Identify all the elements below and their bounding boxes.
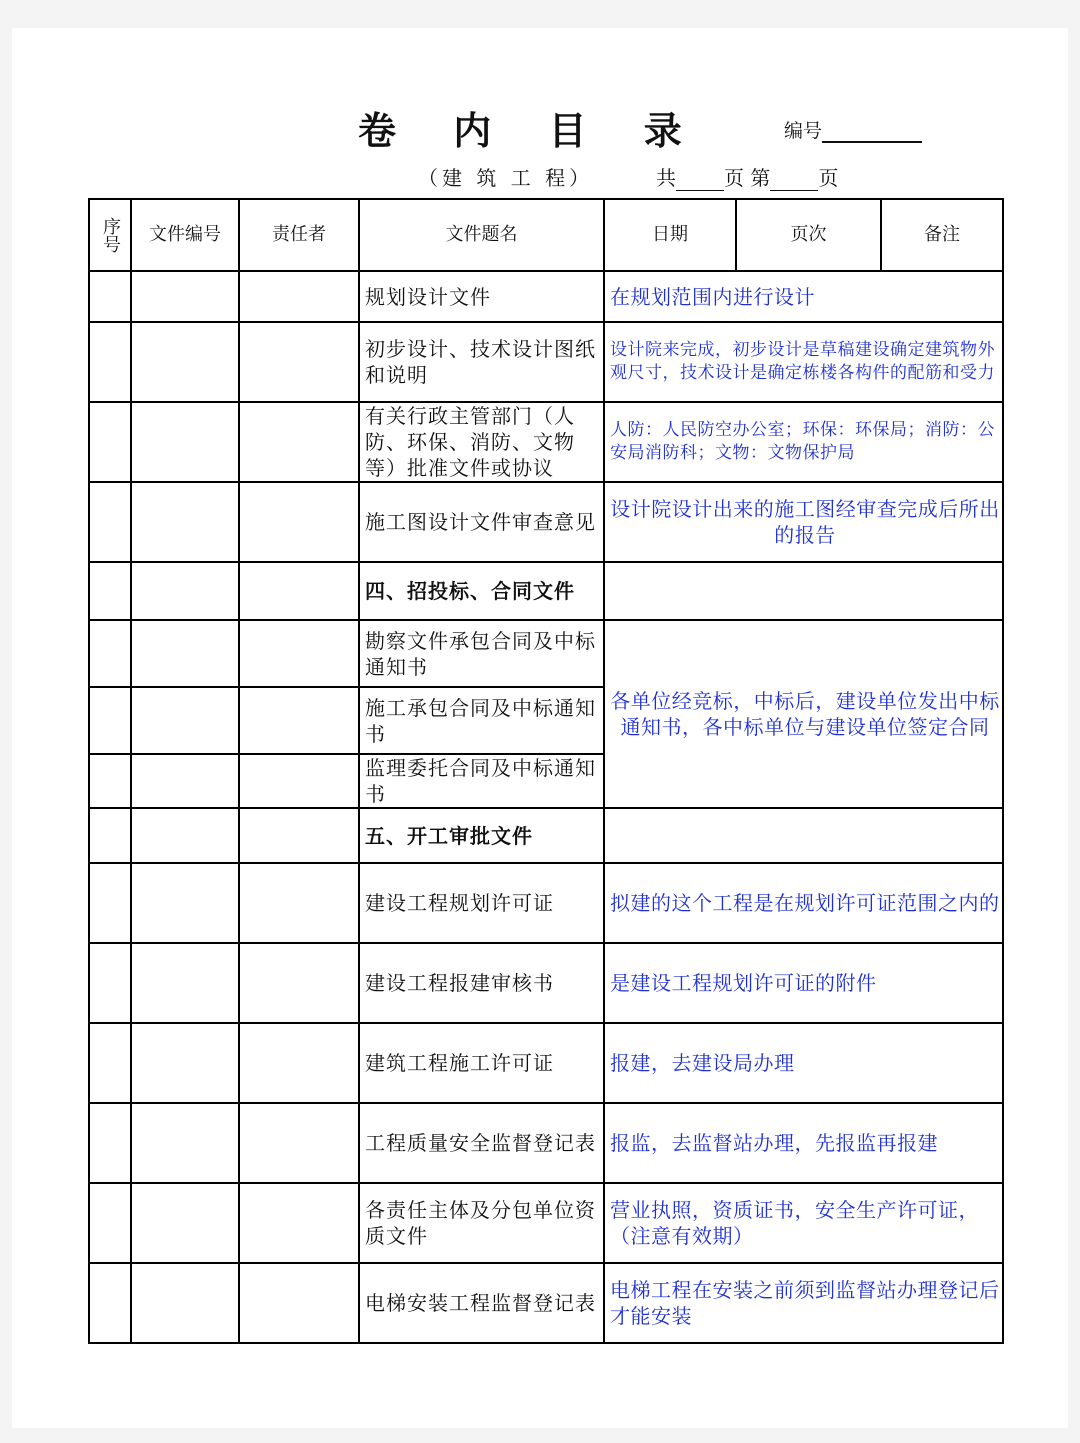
seq-cell[interactable] xyxy=(89,863,131,943)
table-row xyxy=(89,322,1003,402)
file-no-cell[interactable] xyxy=(131,863,239,943)
seq-cell[interactable] xyxy=(89,402,131,482)
owner-cell[interactable] xyxy=(239,754,359,808)
section-row xyxy=(89,808,1003,863)
note-cell: 在规划范围内进行设计 xyxy=(604,271,1003,322)
file-title-cell: 勘察文件承包合同及中标通知书 xyxy=(359,620,604,687)
note-cell: 报建，去建设局办理 xyxy=(604,1023,1003,1103)
col-owner: 责任者 xyxy=(239,199,359,271)
seq-cell[interactable] xyxy=(89,754,131,808)
current-page-field[interactable] xyxy=(770,170,818,191)
file-no-cell[interactable] xyxy=(131,620,239,687)
section-heading: 四、招投标、合同文件 xyxy=(359,562,604,620)
page-title: 卷 内 目 录 xyxy=(358,109,704,153)
owner-cell[interactable] xyxy=(239,620,359,687)
file-title-cell: 施工承包合同及中标通知书 xyxy=(359,687,604,754)
owner-cell[interactable] xyxy=(239,1183,359,1263)
seq-cell[interactable] xyxy=(89,943,131,1023)
owner-cell[interactable] xyxy=(239,863,359,943)
file-no-cell[interactable] xyxy=(131,943,239,1023)
col-file-no: 文件编号 xyxy=(131,199,239,271)
seq-cell[interactable] xyxy=(89,322,131,402)
owner-cell[interactable] xyxy=(239,482,359,562)
table-row xyxy=(89,482,1003,562)
owner-cell[interactable] xyxy=(239,808,359,863)
file-no-cell[interactable] xyxy=(131,482,239,562)
file-no-cell[interactable] xyxy=(131,1263,239,1343)
file-no-cell[interactable] xyxy=(131,562,239,620)
seq-cell[interactable] xyxy=(89,1103,131,1183)
file-title-cell: 监理委托合同及中标通知书 xyxy=(359,754,604,808)
table-row xyxy=(89,1263,1003,1343)
seq-cell[interactable] xyxy=(89,687,131,754)
note-cell: 报监，去监督站办理，先报监再报建 xyxy=(604,1103,1003,1183)
note-cell: 营业执照，资质证书，安全生产许可证，（注意有效期） xyxy=(604,1183,1003,1263)
table-row xyxy=(89,620,1003,687)
col-seq: 序号 xyxy=(89,199,131,271)
note-cell: 设计院设计出来的施工图经审查完成后所出的报告 xyxy=(604,482,1003,562)
seq-cell[interactable] xyxy=(89,562,131,620)
total-prefix: 共 xyxy=(656,166,676,190)
file-title-cell: 电梯安装工程监督登记表 xyxy=(359,1263,604,1343)
document-number-label: 编号 xyxy=(784,120,823,142)
file-no-cell[interactable] xyxy=(131,808,239,863)
file-no-cell[interactable] xyxy=(131,754,239,808)
total-pages-field[interactable] xyxy=(676,170,724,191)
file-title-cell: 建筑工程施工许可证 xyxy=(359,1023,604,1103)
document-number xyxy=(784,116,922,143)
note-cell: 是建设工程规划许可证的附件 xyxy=(604,943,1003,1023)
owner-cell[interactable] xyxy=(239,402,359,482)
note-cell xyxy=(604,808,1003,863)
seq-cell[interactable] xyxy=(89,482,131,562)
file-no-cell[interactable] xyxy=(131,322,239,402)
page-suffix: 页 xyxy=(818,166,839,190)
file-title-cell: 有关行政主管部门（人防、环保、消防、文物等）批准文件或协议 xyxy=(359,402,604,482)
file-title-cell: 施工图设计文件审查意见 xyxy=(359,482,604,562)
seq-cell[interactable] xyxy=(89,808,131,863)
owner-cell[interactable] xyxy=(239,562,359,620)
owner-cell[interactable] xyxy=(239,943,359,1023)
file-title-cell: 建设工程规划许可证 xyxy=(359,863,604,943)
col-page: 页次 xyxy=(736,199,881,271)
note-cell xyxy=(604,562,1003,620)
table-row xyxy=(89,863,1003,943)
file-no-cell[interactable] xyxy=(131,687,239,754)
file-title-cell: 各责任主体及分包单位资质文件 xyxy=(359,1183,604,1263)
note-cell: 电梯工程在安装之前须到监督站办理登记后才能安装 xyxy=(604,1263,1003,1343)
seq-cell[interactable] xyxy=(89,1023,131,1103)
section-heading: 五、开工审批文件 xyxy=(359,808,604,863)
col-date: 日期 xyxy=(604,199,736,271)
file-no-cell[interactable] xyxy=(131,1183,239,1263)
seq-cell[interactable] xyxy=(89,1263,131,1343)
col-remark: 备注 xyxy=(881,199,1003,271)
file-no-cell[interactable] xyxy=(131,1023,239,1103)
note-cell: 拟建的这个工程是在规划许可证范围之内的 xyxy=(604,863,1003,943)
note-cell: 设计院来完成，初步设计是草稿建设确定建筑物外观尺寸，技术设计是确定栋楼各构件的配筋和受力 xyxy=(604,322,1003,402)
file-title-cell: 工程质量安全监督登记表 xyxy=(359,1103,604,1183)
table-row xyxy=(89,271,1003,322)
file-title-cell: 规划设计文件 xyxy=(359,271,604,322)
table-row xyxy=(89,1023,1003,1103)
table-row xyxy=(89,1183,1003,1263)
file-no-cell[interactable] xyxy=(131,271,239,322)
file-title-cell: 建设工程报建审核书 xyxy=(359,943,604,1023)
seq-cell[interactable] xyxy=(89,271,131,322)
owner-cell[interactable] xyxy=(239,1263,359,1343)
owner-cell[interactable] xyxy=(239,271,359,322)
file-no-cell[interactable] xyxy=(131,402,239,482)
document-number-field[interactable] xyxy=(822,123,922,143)
owner-cell[interactable] xyxy=(239,1023,359,1103)
table-header-row xyxy=(89,199,1003,271)
seq-cell[interactable] xyxy=(89,620,131,687)
table-row xyxy=(89,1103,1003,1183)
note-cell-merged: 各单位经竞标，中标后，建设单位发出中标通知书，各中标单位与建设单位签定合同 xyxy=(604,620,1003,808)
project-type: （建 筑 工 程） xyxy=(418,166,594,190)
note-cell: 人防：人民防空办公室；环保：环保局；消防：公安局消防科；文物：文物保护局 xyxy=(604,402,1003,482)
col-file-title: 文件题名 xyxy=(359,199,604,271)
owner-cell[interactable] xyxy=(239,1103,359,1183)
page-mid-label: 页 第 xyxy=(724,166,771,190)
page-count xyxy=(656,162,838,191)
file-no-cell[interactable] xyxy=(131,1103,239,1183)
table-row xyxy=(89,402,1003,482)
table-row xyxy=(89,943,1003,1023)
section-row xyxy=(89,562,1003,620)
file-title-cell: 初步设计、技术设计图纸和说明 xyxy=(359,322,604,402)
owner-cell[interactable] xyxy=(239,322,359,402)
owner-cell[interactable] xyxy=(239,687,359,754)
seq-cell[interactable] xyxy=(89,1183,131,1263)
catalog-table xyxy=(88,198,1004,1344)
